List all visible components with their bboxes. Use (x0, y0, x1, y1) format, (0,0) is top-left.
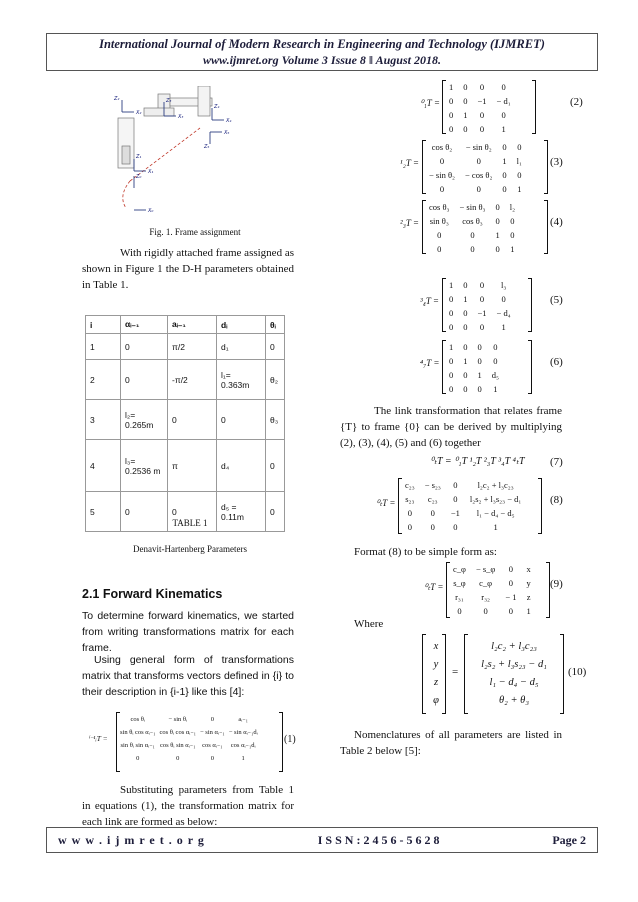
para-substituting: Substituting parameters from Table 1 in equations (1), the transformation matrix for each link are formed as below: (82, 784, 294, 828)
equation-9-matrix: c_φ − s_φ 0 x s_φ c_φ 0 y r₃₁ r₃₂ − 1 z 0 0 0 1 (453, 564, 531, 616)
equation-7-text: ⁰ₜT = ⁰₁T ¹₂T ²₃T ³₄T ⁴ₜT (430, 456, 525, 467)
footer-issn: I S S N : 2 4 5 6 - 5 6 2 8 (317, 832, 440, 847)
table-cell: 1 (86, 334, 121, 360)
equation-5 (420, 278, 595, 334)
table-cell: -π/2 (168, 360, 217, 400)
equation-2-label: ⁰₁T = (420, 98, 440, 108)
equation-6-matrix: 1 0 0 0 0 1 0 0 0 0 1 d₅ 0 0 0 1 (449, 342, 499, 394)
equation-6-number: (6) (550, 356, 563, 368)
journal-title: International Journal of Modern Research in Engineering and Technology (IJMRET) (99, 37, 545, 51)
x2-label: X₂ (136, 110, 142, 116)
para-frame-assigned: With rigidly attached frame assigned as shown in Figure 1 the D-H parameters obtained in Table 1. (82, 247, 294, 291)
equation-10-number: (10) (568, 666, 587, 678)
table-cell: l₁= 0.363m (217, 360, 266, 400)
table-cell: 0 (121, 360, 168, 400)
table-cell: 4 (86, 440, 121, 492)
z1-label: Z₁ (136, 154, 142, 160)
table-cell: l₃= 0.2536 m (121, 440, 168, 492)
para-nomenclatures: Nomenclatures of all parameters are listed in Table 2 below [5]: (340, 729, 562, 757)
table-row (86, 400, 285, 440)
equation-3-number: (3) (550, 156, 563, 168)
table-row (86, 440, 285, 492)
x5-label: X₅ (224, 130, 230, 136)
section-title: 2.1 Forward Kinematics (82, 587, 223, 601)
table-header: dᵢ (217, 316, 266, 334)
equation-3 (400, 140, 600, 196)
equation-9-number: (9) (550, 578, 563, 590)
frame-assignment-figure (100, 86, 270, 221)
table-cell: π (168, 440, 217, 492)
equation-1 (88, 712, 298, 774)
x1-label: X₁ (148, 169, 154, 175)
table-cell: 2 (86, 360, 121, 400)
table-cell: θ₂ (266, 360, 285, 400)
equation-9-label: ⁰ₜT = (424, 582, 444, 592)
footer-website: w w w . i j m r e t . o r g (58, 832, 205, 847)
equation-5-matrix: 1 0 0 l₃ 0 1 0 0 0 0 −1 − d₄ 0 0 0 1 (449, 280, 511, 332)
equation-8-label: ⁰ₜT = (376, 498, 396, 508)
equation-2 (420, 80, 595, 136)
table-cell: 0 (121, 334, 168, 360)
table-cell: l₂= 0.265m (121, 400, 168, 440)
equation-4-label: ²₃T = (400, 218, 419, 228)
table-caption: TABLE 1 (172, 518, 208, 528)
equation-3-matrix: cos θ₂ − sin θ₂ 0 0 0 0 1 l₁ − sin θ₂ − cos θ₂ 0 0 0 0 0 1 (429, 142, 522, 194)
z3-label: Z₃ (166, 98, 172, 104)
table-cell: 0 (266, 440, 285, 492)
equation-9 (424, 562, 584, 622)
table-cell: 0 (266, 334, 285, 360)
dh-parameter-table (85, 315, 285, 532)
where-label: Where (354, 618, 384, 630)
z4-label: Z₄ (214, 104, 220, 110)
equation-10: x y z φ = l₂c₂ + l₃c₂₃ l₂s₂ + l₃s₂₃ − d₁ l₁ − d₄ − d₅ θ₂ + θ₃ (10) (422, 634, 598, 718)
equation-10-equals: = (452, 666, 459, 678)
para-general-form: Using general form of transformations matrix that transforms vectors defined in {i} to their description in {i-1} like this [4]: (82, 654, 294, 698)
equation-6 (420, 340, 595, 396)
table-row (86, 360, 285, 400)
table-header: i (86, 316, 121, 334)
equation-8-number: (8) (550, 494, 563, 506)
table-subcaption: Denavit-Hartenberg Parameters (132, 544, 248, 554)
table-header: αᵢ₋₁ (121, 316, 168, 334)
z0-label: Z₀ (136, 174, 142, 180)
equation-8-matrix: c₂₃ − s₂₃ 0 l₂c₂ + l₃c₂₃ s₂₃ c₂₃ 0 l₂s₂ + l₃s₂₃ − d₁ 0 0 −1 l₁ − d₄ − d₅ 0 0 0 1 (405, 480, 522, 532)
table-header: aᵢ₋₁ (168, 316, 217, 334)
journal-header (46, 34, 598, 70)
figure-caption: Fig. 1. Frame assignment (149, 227, 241, 237)
z5-label: Z₅ (204, 144, 210, 150)
table-cell: d₅ = 0.11m (217, 492, 266, 532)
equation-4 (400, 200, 600, 256)
x4-label: X₄ (226, 118, 232, 124)
equation-4-number: (4) (550, 216, 563, 228)
x0-label: X₀ (148, 208, 154, 214)
equation-6-label: ⁴₇T = (420, 358, 440, 368)
equation-7 (430, 456, 570, 467)
table-header: θᵢ (266, 316, 285, 334)
table-cell: 0 (168, 492, 217, 532)
table-cell: 3 (86, 400, 121, 440)
equation-3-label: ¹₂T = (400, 158, 419, 168)
equation-8 (376, 478, 576, 538)
equation-5-number: (5) (550, 294, 563, 306)
table-cell: 0 (217, 400, 266, 440)
equation-4-matrix: cos θ₃ − sin θ₃ 0 l₂ sin θ₃ cos θ₃ 0 0 0 0 1 0 0 0 0 1 (429, 202, 516, 254)
table-cell: θ₃ (266, 400, 285, 440)
para-link-transformation: The link transformation that relates frame {T} to frame {0} can be derived by multiplying (2), (3), (4), (5) and (6) together (340, 405, 562, 449)
journal-issue: www.ijmret.org Volume 3 Issue 8 ǁ August 2018. (203, 53, 441, 67)
para-format-8: Format (8) to be simple form as: (354, 546, 497, 558)
robot-frame-diagram (100, 86, 270, 221)
footer-page-number: Page 2 (552, 832, 586, 847)
table-cell: d₄ (217, 440, 266, 492)
table-row (86, 334, 285, 360)
equation-1-number: (1) (284, 734, 296, 745)
table-cell: d₁ (217, 334, 266, 360)
table-header-row (86, 316, 285, 334)
equation-2-matrix: 1 0 0 0 0 0 −1 − d₁ 0 1 0 0 0 0 0 1 (449, 82, 511, 134)
table-cell: 0 (168, 400, 217, 440)
equation-1-label: ⁱ⁻¹ᵢT = (88, 734, 108, 743)
equation-2-number: (2) (570, 96, 583, 108)
table-cell: π/2 (168, 334, 217, 360)
page-footer (46, 827, 598, 853)
table-cell: 5 (86, 492, 121, 532)
equation-7-number: (7) (550, 456, 563, 468)
table-cell: 0 (121, 492, 168, 532)
equation-1-matrix: cos θᵢ − sin θᵢ 0 aᵢ₋₁ sin θᵢ cos αᵢ₋₁ cos θᵢ cos αᵢ₋₁ − sin αᵢ₋₁ − sin αᵢ₋₁dᵢ sin θᵢ sin αᵢ₋₁ cos θᵢ sin αᵢ₋₁ cos αᵢ₋₁ cos αᵢ₋₁dᵢ 0 0 0 1 (120, 715, 258, 762)
table-cell: 0 (266, 492, 285, 532)
equation-5-label: ³₄T = (420, 296, 439, 306)
z2-label: Z₂ (114, 96, 120, 102)
x3-label: X₃ (178, 114, 184, 120)
para-forward-kinematics: To determine forward kinematics, we started from writing transformations matrix for each frame. (82, 610, 294, 654)
